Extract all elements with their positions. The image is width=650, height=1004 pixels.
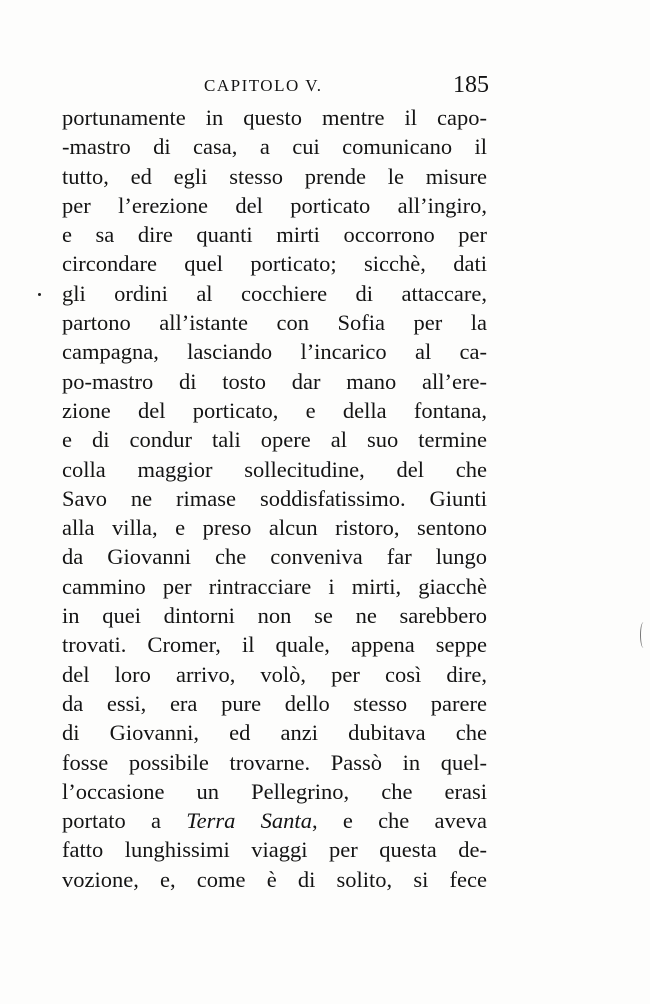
text-line: da Giovanni che conveniva far lungo xyxy=(62,544,487,570)
page-number: 185 xyxy=(453,72,489,98)
text-line: circondare quel porticato; sicchè, dati xyxy=(62,251,487,277)
text-line: gli ordini al cocchiere di attaccare, xyxy=(62,280,487,306)
text-line: da essi, era pure dello stesso parere xyxy=(62,690,487,716)
text-line: Savo ne rimase soddisfatissimo. Giunti xyxy=(62,485,487,511)
text-line: colla maggior sollecitudine, del che xyxy=(62,456,487,482)
margin-ink-dot xyxy=(38,293,41,296)
text-line: cammino per rintracciare i mirti, giacchè xyxy=(62,573,487,599)
text-line: trovati. Cromer, il quale, appena seppe xyxy=(62,632,487,658)
line-segment: portato a xyxy=(62,808,187,834)
text-line: per l’erezione del porticato all’ingiro, xyxy=(62,192,487,218)
page-edge-mark xyxy=(640,622,647,648)
running-title: CAPITOLO V. xyxy=(204,76,323,95)
text-line: e di condur tali opere al suo termine xyxy=(62,427,487,453)
text-line: portunamente in questo mentre il capo- xyxy=(62,105,487,130)
text-line: -mastro di casa, a cui comunicano il xyxy=(62,134,487,160)
text-line-with-italic xyxy=(62,806,487,835)
text-line: po-mastro di tosto dar mano all’ere- xyxy=(62,368,487,394)
text-line: fatto lunghissimi viaggi per questa de- xyxy=(62,837,487,863)
text-line: del loro arrivo, volò, per così dire, xyxy=(62,661,487,687)
italic-place-name: Terra Santa xyxy=(186,808,312,834)
text-line: l’occasione un Pellegrino, che erasi xyxy=(62,778,487,804)
text-line: partono all’istante con Sofia per la xyxy=(62,310,487,336)
text-line: fosse possibile trovarne. Passò in quel- xyxy=(62,749,487,775)
page-header xyxy=(64,72,489,102)
text-line: alla villa, e preso alcun ristoro, sentono xyxy=(62,515,487,541)
text-line: vozione, e, come è di solito, si fece xyxy=(62,866,487,892)
text-line: e sa dire quanti mirti occorrono per xyxy=(62,222,487,248)
text-line: zione del porticato, e della fontana, xyxy=(62,397,487,423)
line-segment: , e che aveva xyxy=(311,808,488,834)
body-text xyxy=(62,103,487,894)
text-line: in quei dintorni non se ne sarebbero xyxy=(62,603,487,629)
text-line: di Giovanni, ed anzi dubitava che xyxy=(62,720,487,746)
text-line: tutto, ed egli stesso prende le misure xyxy=(62,163,487,189)
text-line: campagna, lasciando l’incarico al ca- xyxy=(62,339,487,365)
